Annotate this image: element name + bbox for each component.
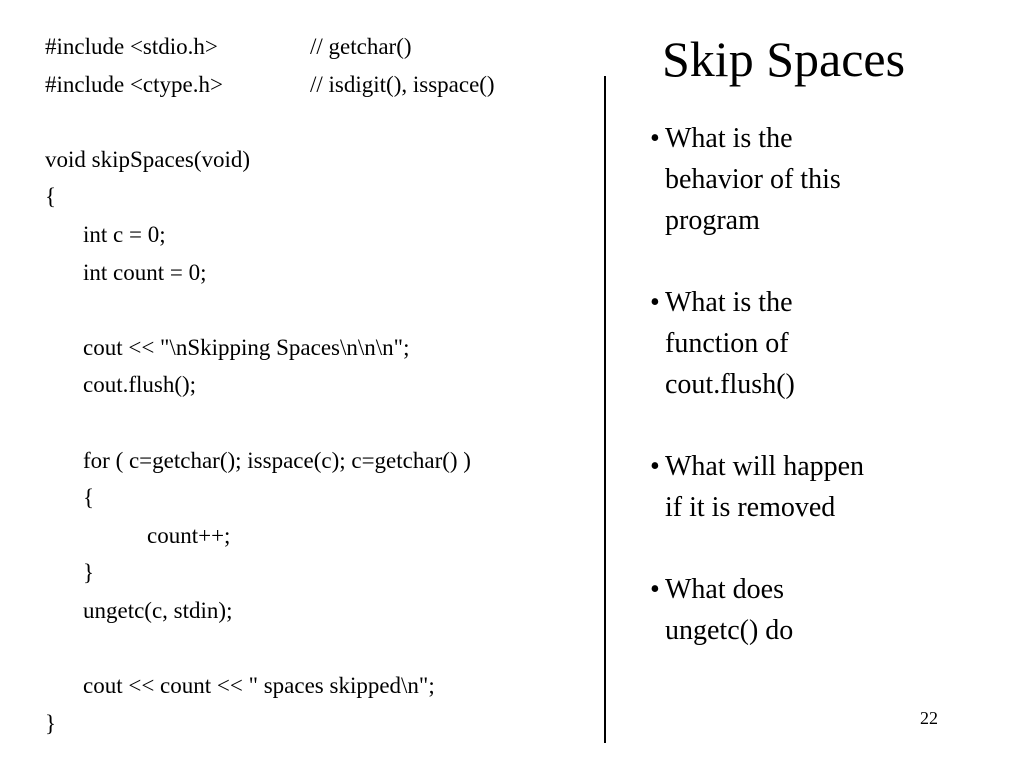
- bullet-item: [650, 282, 950, 405]
- code-line-int-c: int c = 0;: [83, 221, 166, 247]
- bullet-marker: •: [650, 574, 660, 605]
- code-line-ungetc: ungetc(c, stdin);: [83, 597, 233, 623]
- code-blank-line: [45, 291, 600, 329]
- code-comment: // getchar(): [310, 34, 412, 59]
- code-block: [45, 28, 600, 742]
- page-number: 22: [920, 708, 938, 728]
- bullet-text: What does ungetc() do: [665, 574, 794, 646]
- code-line-int-count: int count = 0;: [83, 259, 207, 285]
- bullet-text: What is the behavior of this program: [665, 123, 841, 236]
- code-blank-line: [45, 103, 600, 141]
- slide-title: Skip Spaces: [662, 31, 906, 87]
- code-text: #include <stdio.h>: [45, 34, 218, 59]
- code-line-for-loop: for ( c=getchar(); isspace(c); c=getchar() ): [83, 447, 471, 473]
- code-blank-line: [45, 630, 600, 668]
- code-line-loop-open-brace: {: [83, 485, 95, 511]
- bullet-item: [650, 118, 950, 241]
- bullet-text: What is the function of cout.flush(): [665, 287, 795, 400]
- bullet-marker: •: [650, 123, 660, 154]
- bullet-list: [650, 118, 950, 692]
- code-blank-line: [45, 404, 600, 442]
- code-line-function-signature: void skipSpaces(void): [45, 146, 251, 172]
- vertical-divider: [604, 76, 606, 743]
- bullet-marker: •: [650, 451, 660, 482]
- code-text: #include <ctype.h>: [45, 71, 223, 97]
- bullet-item: [650, 569, 950, 651]
- bullet-marker: •: [650, 287, 660, 318]
- code-line-cout-count: cout << count << " spaces skipped\n";: [83, 673, 435, 699]
- code-line-count-increment: count++;: [147, 522, 231, 548]
- code-line-cout-flush: cout.flush();: [83, 372, 197, 398]
- code-line-loop-close-brace: }: [83, 560, 95, 586]
- code-line-include-ctype: [45, 66, 600, 104]
- code-comment: // isdigit(), isspace(): [310, 71, 495, 97]
- code-line-cout-skipping: cout << "\nSkipping Spaces\n\n\n";: [83, 334, 410, 360]
- bullet-item: [650, 446, 950, 528]
- code-line-close-brace: }: [45, 710, 57, 736]
- code-line-include-stdio: [45, 28, 600, 66]
- bullet-text: What will happen if it is removed: [665, 451, 865, 523]
- code-line-open-brace: {: [45, 184, 57, 210]
